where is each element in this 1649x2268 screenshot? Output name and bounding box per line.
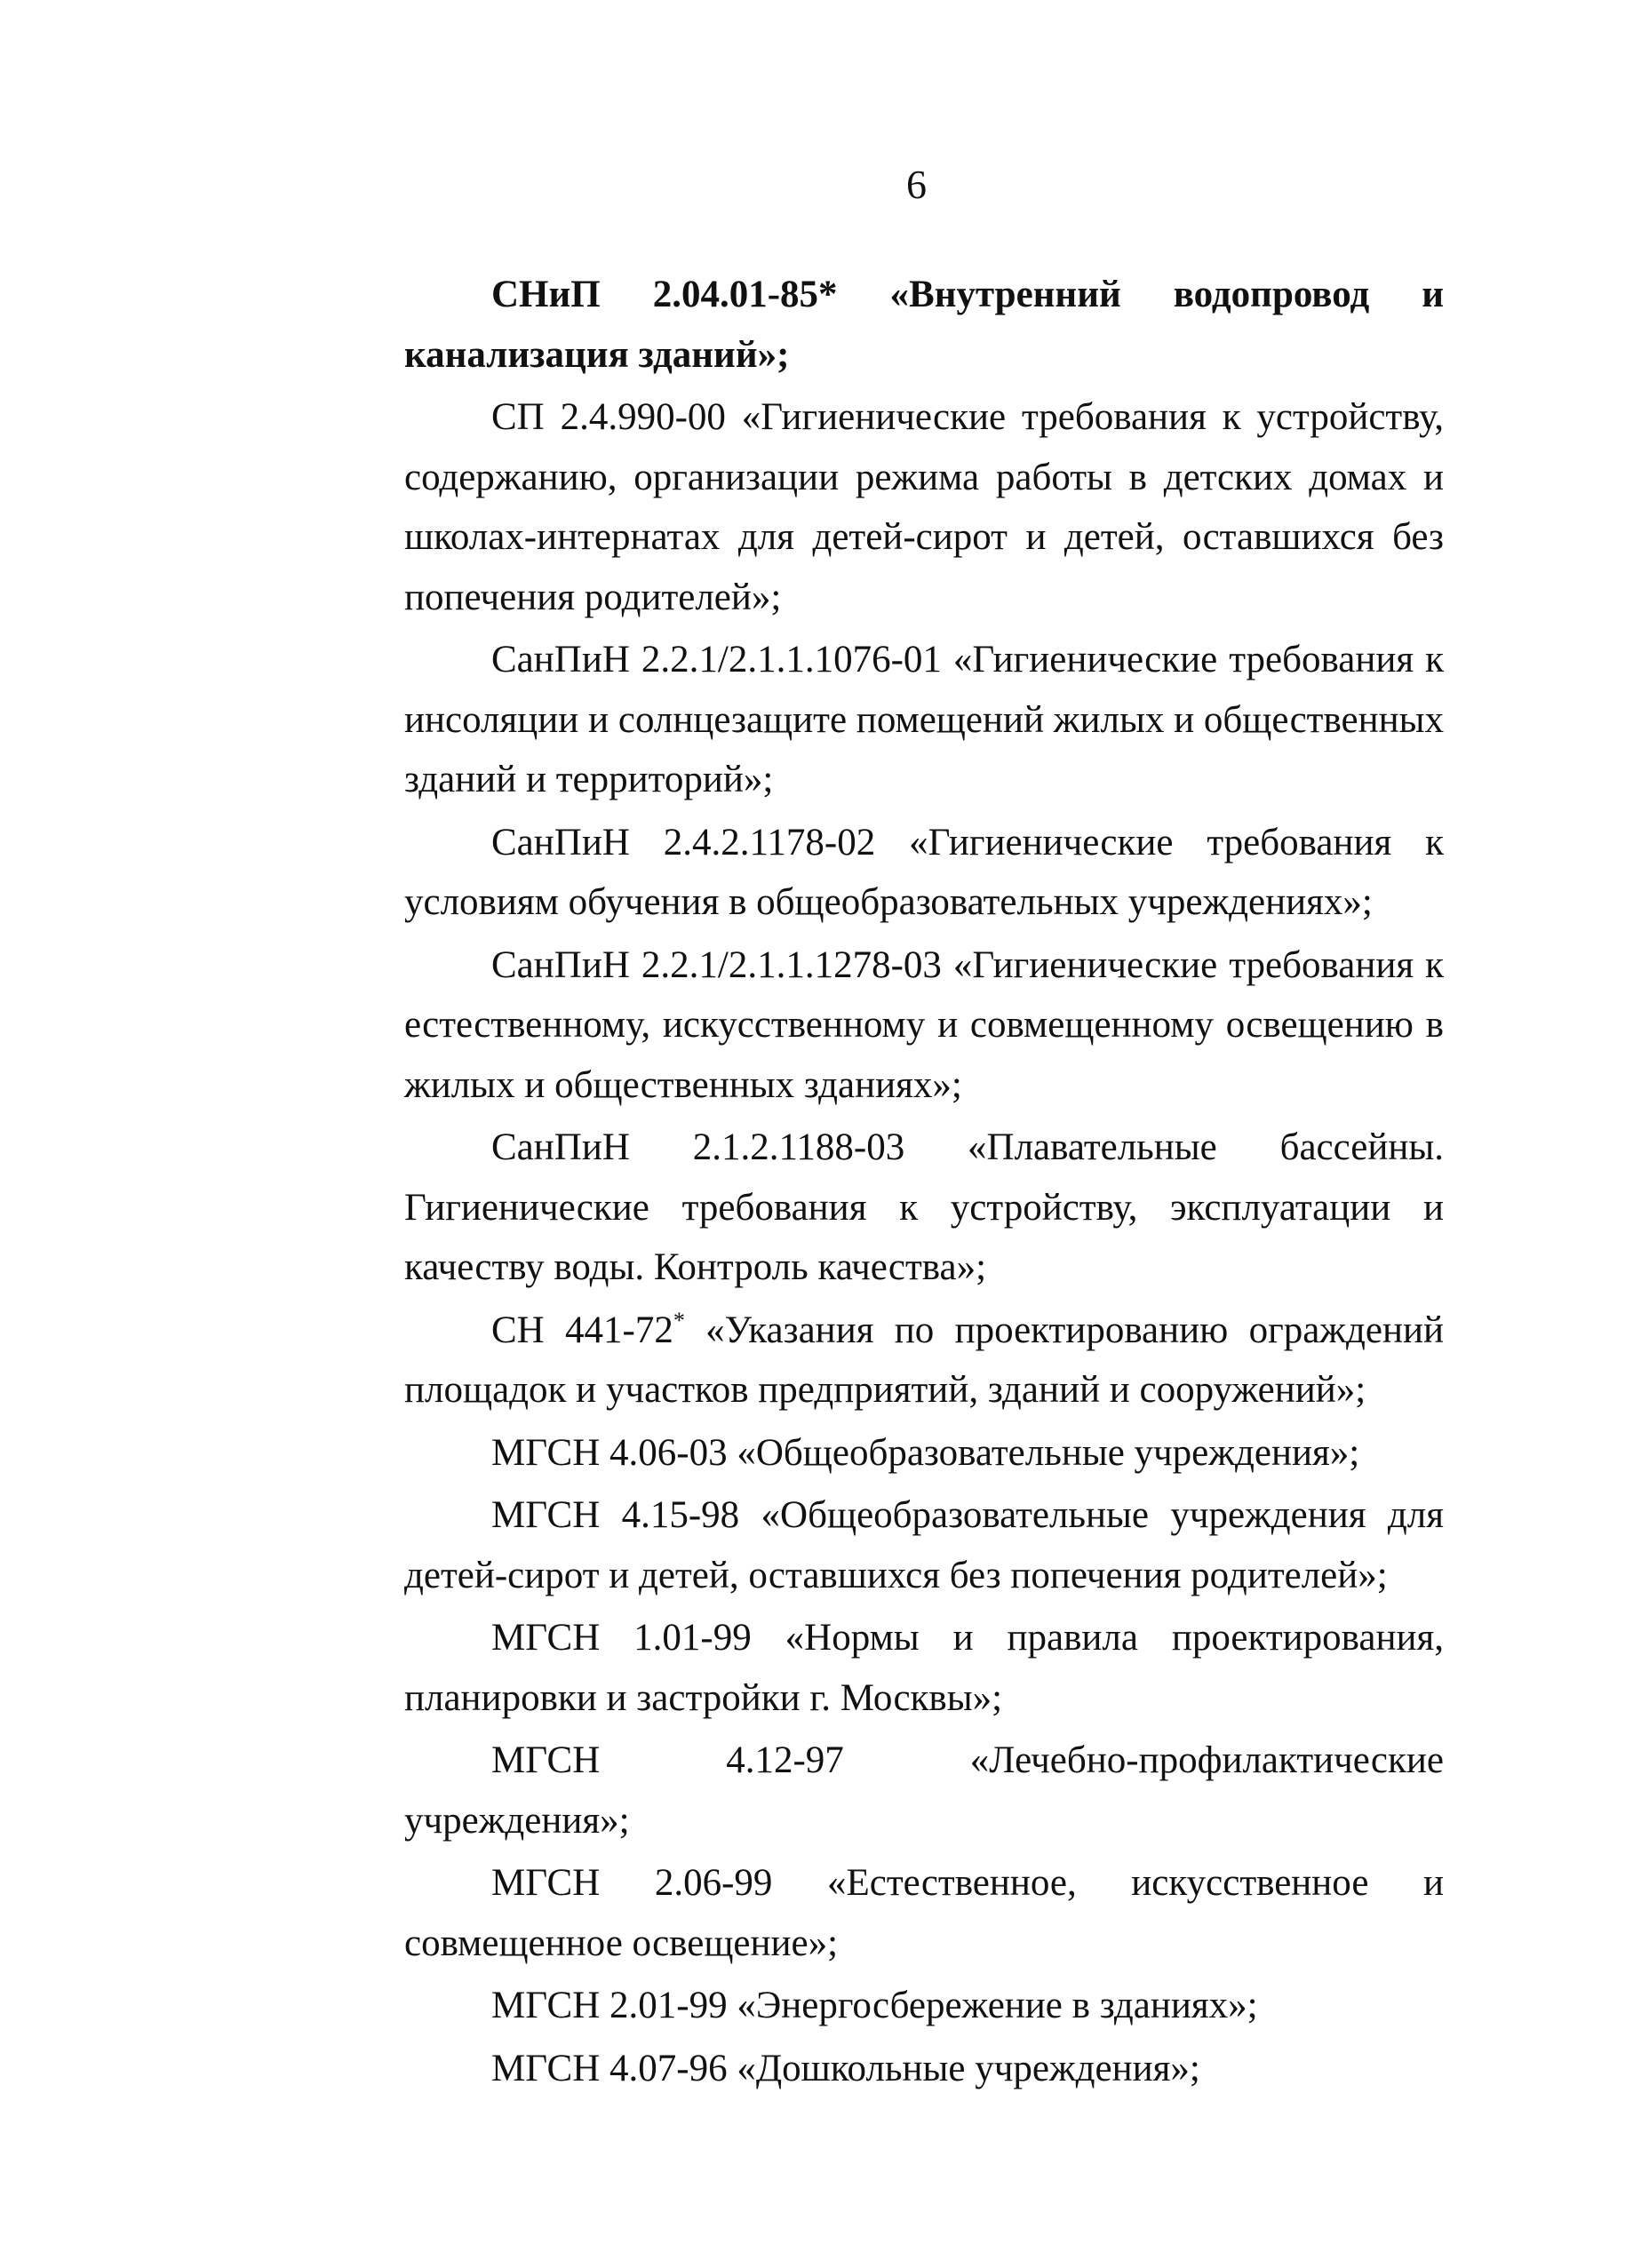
reference-code: СанПиН 2.4.2.1178-02: [491, 821, 876, 863]
reference-title: «Лечебно-профилактические учреждения»;: [404, 1739, 1444, 1842]
reference-title: «Дошкольные учреждения»;: [737, 2047, 1200, 2089]
reference-title: «Гигиенические требования к естественному, искусственному и совмещенному освещению в жилых и общественных зданиях»;: [404, 943, 1444, 1106]
reference-code: МГСН 2.01-99: [491, 1985, 728, 2026]
reference-title: «Указания по проектированию ограждений площадок и участков предприятий, зданий и сооружений»;: [404, 1309, 1444, 1411]
reference-code: СанПиН 2.2.1/2.1.1.1076-01: [491, 639, 942, 680]
reference-code: МГСН 4.06-03: [491, 1431, 728, 1474]
reference-item: [404, 1976, 1444, 2036]
reference-item: [404, 1853, 1444, 1973]
reference-code: СанПиН 2.2.1/2.1.1.1278-03: [491, 943, 942, 986]
reference-title: «Гигиенические требования к инсоляции и солнцезащите помещений жилых и общественных зданий и территорий»;: [404, 639, 1444, 800]
normative-references-list: [404, 265, 1444, 2101]
reference-title: «Общеобразовательные учреждения»;: [737, 1431, 1360, 1474]
reference-item: [404, 387, 1444, 627]
reference-item: [404, 265, 1444, 385]
reference-item: [404, 2039, 1444, 2099]
reference-item: [404, 630, 1444, 810]
reference-title: «Гигиенические требования к устройству, содержанию, организации режима работы в детских домах и школах-интернатах для детей-сирот и детей, оставшихся без попечения родителей»;: [404, 396, 1444, 618]
reference-title: «Нормы и правила проектирования, планировки и застройки г. Москвы»;: [404, 1617, 1444, 1719]
reference-code: СНиП 2.04.01-85*: [491, 274, 838, 315]
reference-title: «Плавательные бассейны. Гигиенические требования к устройству, эксплуатации и качеству воды. Контроль качества»;: [404, 1126, 1445, 1288]
reference-title: «Естественное, искусственное и совмещенное освещение»;: [404, 1862, 1445, 1964]
reference-item: [404, 1731, 1444, 1850]
reference-code: МГСН 4.15-98: [491, 1494, 740, 1536]
reference-item: [404, 1423, 1444, 1484]
reference-code: МГСН 4.07-96: [491, 2047, 728, 2089]
reference-item: [404, 813, 1444, 933]
reference-code: МГСН 1.01-99: [491, 1617, 752, 1659]
reference-code: МГСН 2.06-99: [491, 1862, 773, 1904]
reference-item: [404, 1118, 1444, 1298]
reference-code: МГСН 4.12-97: [491, 1739, 844, 1781]
reference-title: «Внутренний водопровод и канализация зданий»;: [404, 274, 1445, 376]
reference-title: «Общеобразовательные учреждения для детей-сирот и детей, оставшихся без попечения родителей»;: [404, 1494, 1444, 1596]
reference-item: [404, 935, 1444, 1116]
reference-title: «Энергосбережение в зданиях»;: [737, 1985, 1258, 2026]
reference-code: СН 441-72: [491, 1309, 673, 1351]
page-number: 6: [906, 162, 927, 207]
reference-item: [404, 1485, 1444, 1605]
reference-item: [404, 1301, 1444, 1420]
reference-code: СанПиН 2.1.2.1188-03: [491, 1126, 905, 1168]
reference-code: СП 2.4.990-00: [491, 396, 726, 438]
reference-title: «Гигиенические требования к условиям обучения в общеобразовательных учреждениях»;: [404, 821, 1445, 923]
footnote-mark: *: [673, 1307, 685, 1333]
reference-item: [404, 1608, 1444, 1728]
